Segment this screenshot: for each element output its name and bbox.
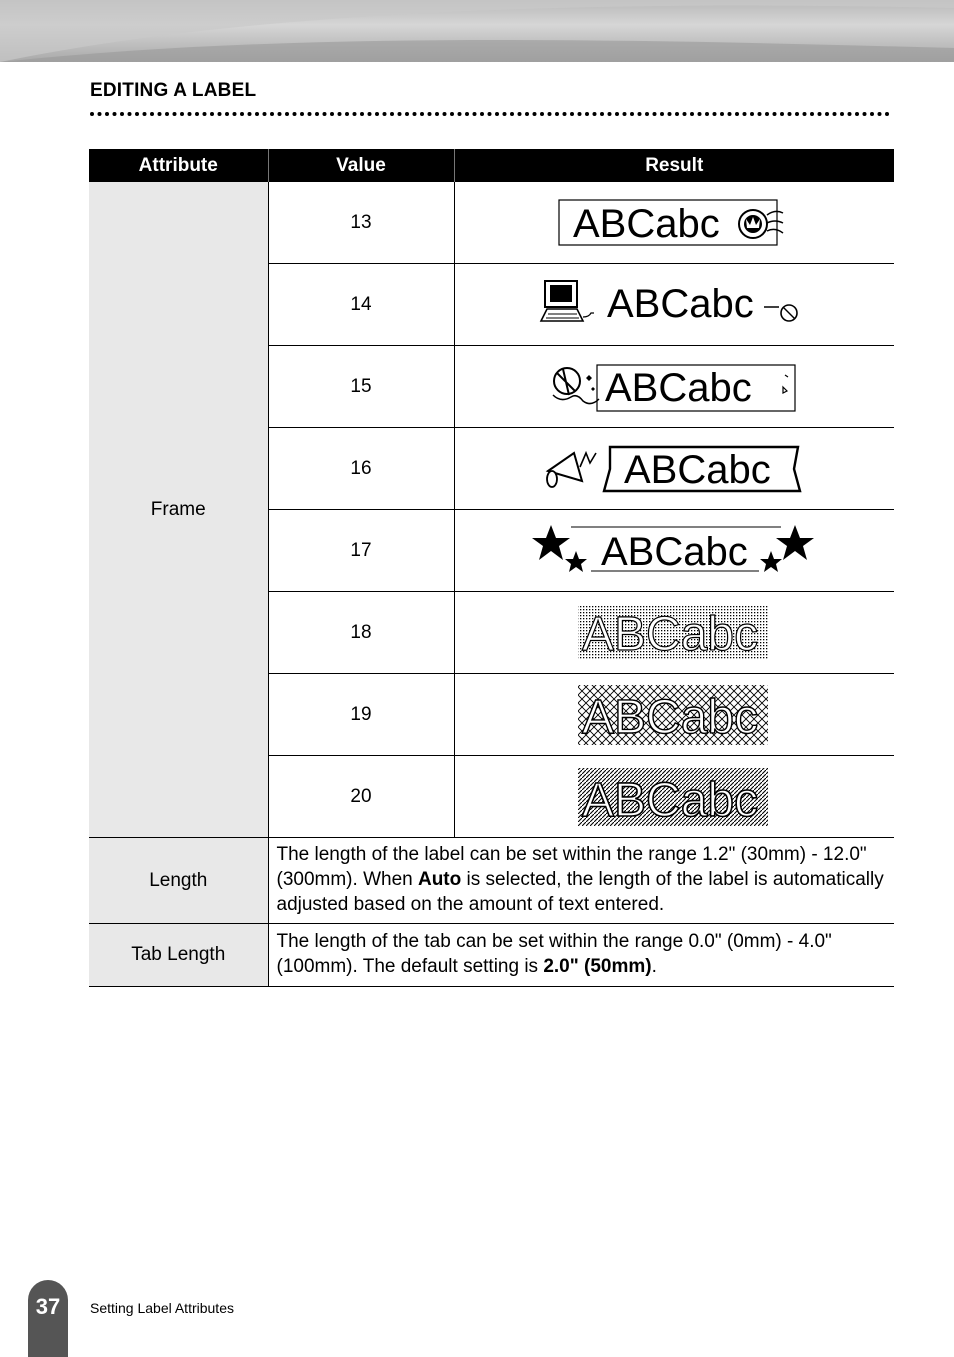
rule-dot — [248, 112, 252, 116]
value-cell: 13 — [268, 182, 454, 264]
rule-dot — [773, 112, 777, 116]
svg-text:ABCabc: ABCabc — [582, 690, 759, 744]
rule-dot — [690, 112, 694, 116]
tab-length-description: The length of the tab can be set within the range 0.0" (0mm) - 4.0"(100mm). The default setting is 2.0" (50mm). — [268, 924, 894, 987]
rule-dot — [323, 112, 327, 116]
rule-dot — [728, 112, 732, 116]
rule-dot — [608, 112, 612, 116]
value-cell: 15 — [268, 346, 454, 428]
rule-dot — [443, 112, 447, 116]
rule-dot — [195, 112, 199, 116]
rule-dot — [150, 112, 154, 116]
rule-dot — [165, 112, 169, 116]
party-frame-icon — [549, 359, 799, 415]
table-header-row — [89, 149, 894, 182]
rule-dot — [255, 112, 259, 116]
computer-frame-icon — [539, 277, 809, 333]
rule-dot — [645, 112, 649, 116]
rule-dot — [338, 112, 342, 116]
rule-dot — [765, 112, 769, 116]
rule-dot — [675, 112, 679, 116]
dotted-rule — [90, 110, 894, 118]
rule-dot — [743, 112, 747, 116]
rule-dot — [330, 112, 334, 116]
diagonal-shade-frame-icon — [574, 766, 774, 828]
rule-dot — [600, 112, 604, 116]
table-row — [89, 838, 894, 924]
svg-text:ABCabc: ABCabc — [601, 529, 748, 574]
attribute-frame: Frame — [89, 182, 268, 838]
rule-dot — [548, 112, 552, 116]
header-swoosh — [0, 0, 954, 62]
rule-dot — [518, 112, 522, 116]
result-cell — [454, 428, 894, 510]
rule-dot — [383, 112, 387, 116]
rule-dot — [503, 112, 507, 116]
rule-dot — [345, 112, 349, 116]
rule-dot — [593, 112, 597, 116]
rule-dot — [735, 112, 739, 116]
value-cell: 14 — [268, 264, 454, 346]
rule-dot — [638, 112, 642, 116]
rule-dot — [473, 112, 477, 116]
rule-dot — [570, 112, 574, 116]
rule-dot — [278, 112, 282, 116]
crosshatch-shade-frame-icon — [574, 683, 774, 747]
rule-dot — [480, 112, 484, 116]
rule-dot — [495, 112, 499, 116]
rule-dot — [653, 112, 657, 116]
value-cell: 20 — [268, 756, 454, 838]
svg-text:ABCabc: ABCabc — [624, 447, 771, 492]
rule-dot — [585, 112, 589, 116]
rule-dot — [158, 112, 162, 116]
rule-dot — [878, 112, 882, 116]
rule-dot — [405, 112, 409, 116]
rule-dot — [428, 112, 432, 116]
result-cell — [454, 756, 894, 838]
footer-section-title: Setting Label Attributes — [90, 1300, 234, 1316]
attribute-tab-length: Tab Length — [89, 924, 268, 987]
rule-dot — [758, 112, 762, 116]
header-value: Value — [268, 149, 454, 182]
rule-dot — [825, 112, 829, 116]
rule-dot — [218, 112, 222, 116]
rule-dot — [780, 112, 784, 116]
rule-dot — [623, 112, 627, 116]
rule-dot — [143, 112, 147, 116]
rule-dot — [413, 112, 417, 116]
svg-text:ABCabc: ABCabc — [573, 201, 720, 246]
rule-dot — [293, 112, 297, 116]
rule-dot — [420, 112, 424, 116]
svg-text:ABCabc: ABCabc — [607, 281, 754, 326]
rule-dot — [233, 112, 237, 116]
rule-dot — [375, 112, 379, 116]
rule-dot — [225, 112, 229, 116]
megaphone-frame-icon — [544, 441, 804, 497]
rule-dot — [135, 112, 139, 116]
rule-dot — [300, 112, 304, 116]
rule-dot — [210, 112, 214, 116]
rule-dot — [98, 112, 102, 116]
rule-dot — [270, 112, 274, 116]
length-description: The length of the label can be set within the range 1.2" (30mm) - 12.0" (300mm). When Auto is selected, the length of the label is automatically adjusted based on the amount of text entered. — [268, 838, 894, 924]
rule-dot — [848, 112, 852, 116]
section-title: EDITING A LABEL — [90, 80, 257, 101]
page-number: 37 — [28, 1280, 68, 1357]
rule-dot — [488, 112, 492, 116]
rule-dot — [615, 112, 619, 116]
rule-dot — [563, 112, 567, 116]
rule-dot — [795, 112, 799, 116]
rule-dot — [113, 112, 117, 116]
rule-dot — [525, 112, 529, 116]
rule-dot — [668, 112, 672, 116]
stars-frame-icon — [529, 523, 819, 579]
result-cell — [454, 264, 894, 346]
svg-text:ABCabc: ABCabc — [582, 773, 759, 827]
rule-dot — [120, 112, 124, 116]
rule-dot — [870, 112, 874, 116]
dotted-shade-frame-icon — [574, 603, 774, 663]
rule-dot — [720, 112, 724, 116]
rule-dot — [173, 112, 177, 116]
svg-text:ABCabc: ABCabc — [582, 607, 759, 661]
rule-dot — [458, 112, 462, 116]
result-cell — [454, 182, 894, 264]
rule-dot — [368, 112, 372, 116]
rule-dot — [750, 112, 754, 116]
rule-dot — [855, 112, 859, 116]
rule-dot — [683, 112, 687, 116]
rule-dot — [713, 112, 717, 116]
header-result: Result — [454, 149, 894, 182]
value-cell: 16 — [268, 428, 454, 510]
rule-dot — [630, 112, 634, 116]
rule-dot — [435, 112, 439, 116]
attribute-length: Length — [89, 838, 268, 924]
result-cell — [454, 346, 894, 428]
rule-dot — [360, 112, 364, 116]
rule-dot — [540, 112, 544, 116]
rule-dot — [803, 112, 807, 116]
rule-dot — [315, 112, 319, 116]
rule-dot — [105, 112, 109, 116]
attribute-table — [89, 149, 894, 987]
header-band — [0, 0, 954, 62]
rule-dot — [308, 112, 312, 116]
rule-dot — [180, 112, 184, 116]
rule-dot — [465, 112, 469, 116]
jester-frame-icon — [549, 195, 799, 251]
result-cell — [454, 674, 894, 756]
rule-dot — [240, 112, 244, 116]
rule-dot — [510, 112, 514, 116]
rule-dot — [90, 112, 94, 116]
table-row — [89, 924, 894, 987]
rule-dot — [203, 112, 207, 116]
rule-dot — [705, 112, 709, 116]
rule-dot — [840, 112, 844, 116]
rule-dot — [863, 112, 867, 116]
rule-dot — [660, 112, 664, 116]
rule-dot — [188, 112, 192, 116]
rule-dot — [788, 112, 792, 116]
rule-dot — [285, 112, 289, 116]
value-cell: 17 — [268, 510, 454, 592]
rule-dot — [555, 112, 559, 116]
header-attribute: Attribute — [89, 149, 268, 182]
rule-dot — [533, 112, 537, 116]
value-cell: 19 — [268, 674, 454, 756]
rule-dot — [578, 112, 582, 116]
rule-dot — [128, 112, 132, 116]
rule-dot — [390, 112, 394, 116]
rule-dot — [885, 112, 889, 116]
table-row — [89, 182, 894, 264]
rule-dot — [833, 112, 837, 116]
rule-dot — [353, 112, 357, 116]
result-cell — [454, 592, 894, 674]
rule-dot — [398, 112, 402, 116]
rule-dot — [810, 112, 814, 116]
rule-dot — [698, 112, 702, 116]
value-cell: 18 — [268, 592, 454, 674]
rule-dot — [450, 112, 454, 116]
result-cell — [454, 510, 894, 592]
svg-text:ABCabc: ABCabc — [605, 365, 752, 410]
rule-dot — [818, 112, 822, 116]
rule-dot — [263, 112, 267, 116]
